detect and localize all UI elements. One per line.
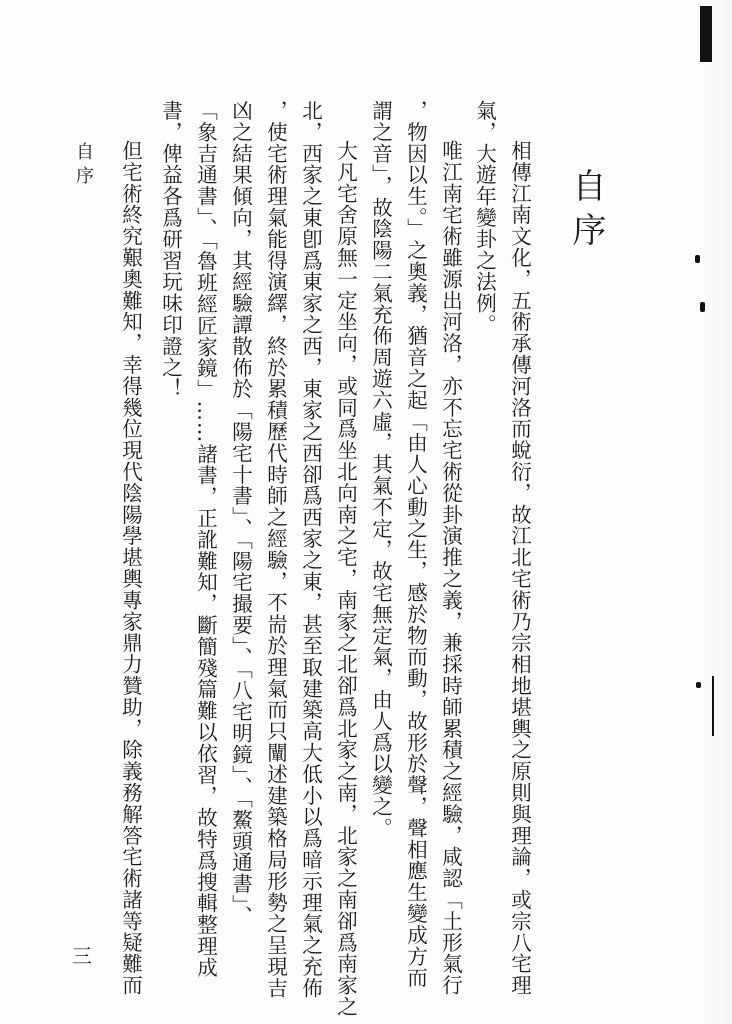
section-title: 自序 [566,168,606,256]
text-column-4: ，物因以生。」之奧義，猶音之起「由人心動之生，感於物而動，故形於聲，聲相應生變成方而 [403,100,428,989]
scan-artifact-line [712,676,714,736]
scan-artifact-dot [700,302,705,312]
text-column-11: 書，俾益各爲研習玩味印證之！ [158,100,183,400]
scan-artifact-top [700,6,712,62]
text-column-8: ，使宅術理氣能得演繹，終於累積歷代時師之經驗，不耑於理氣而只闡述建築格局形勢之呈現吉 [263,100,288,999]
text-column-10: 「象吉通書」、「魯班經匠家鏡」……諸書，正訛難知，斷簡殘篇難以依習，故特爲搜輯整理成 [193,100,218,979]
text-column-9: 凶之結果傾向，其經驗譚散佈於「陽宅十書」、「陽宅撮要」、「八宅明鏡」、「鰲頭通書」、 [228,100,253,928]
text-column-7: 北，西家之東卽爲東家之西，東家之西卻爲西家之東，甚至取建築高大低小以爲暗示理氣之充佈 [298,100,323,999]
scan-artifact-dot [696,682,701,688]
text-column-6: 大凡宅舍原無一定坐向，或同爲坐北向南之宅，南家之北卻爲北家之南，北家之南卻爲南家之 [333,140,358,1018]
running-head: 自序 [73,142,94,190]
text-column-12: 但宅術終究艱奧難知，幸得幾位現代陰陽學堪輿專家鼎力贊助，除義務解答宅術諸等疑難而 [118,140,143,996]
page-number: 三 [72,944,92,968]
text-column-3: 唯江南宅術雖源出河洛，亦不忘宅術從卦演推之義，兼採時師累積之經驗，咸認「土形氣行 [438,140,463,996]
page-edge-shadow [698,0,732,1024]
text-column-2: 氣，大遊年變卦之法例。 [472,100,497,336]
text-column-5: 謂之音」，故陰陽二氣充佈周遊六虛，其氣不定，故宅無定氣，由人爲以變之。 [368,100,393,839]
scan-artifact-dot [695,255,700,263]
text-column-1: 相傳江南文化，五術承傳河洛而蛻衍，故江北宅術乃宗相地堪輿之原則與理論，或宗八宅理 [507,140,532,996]
